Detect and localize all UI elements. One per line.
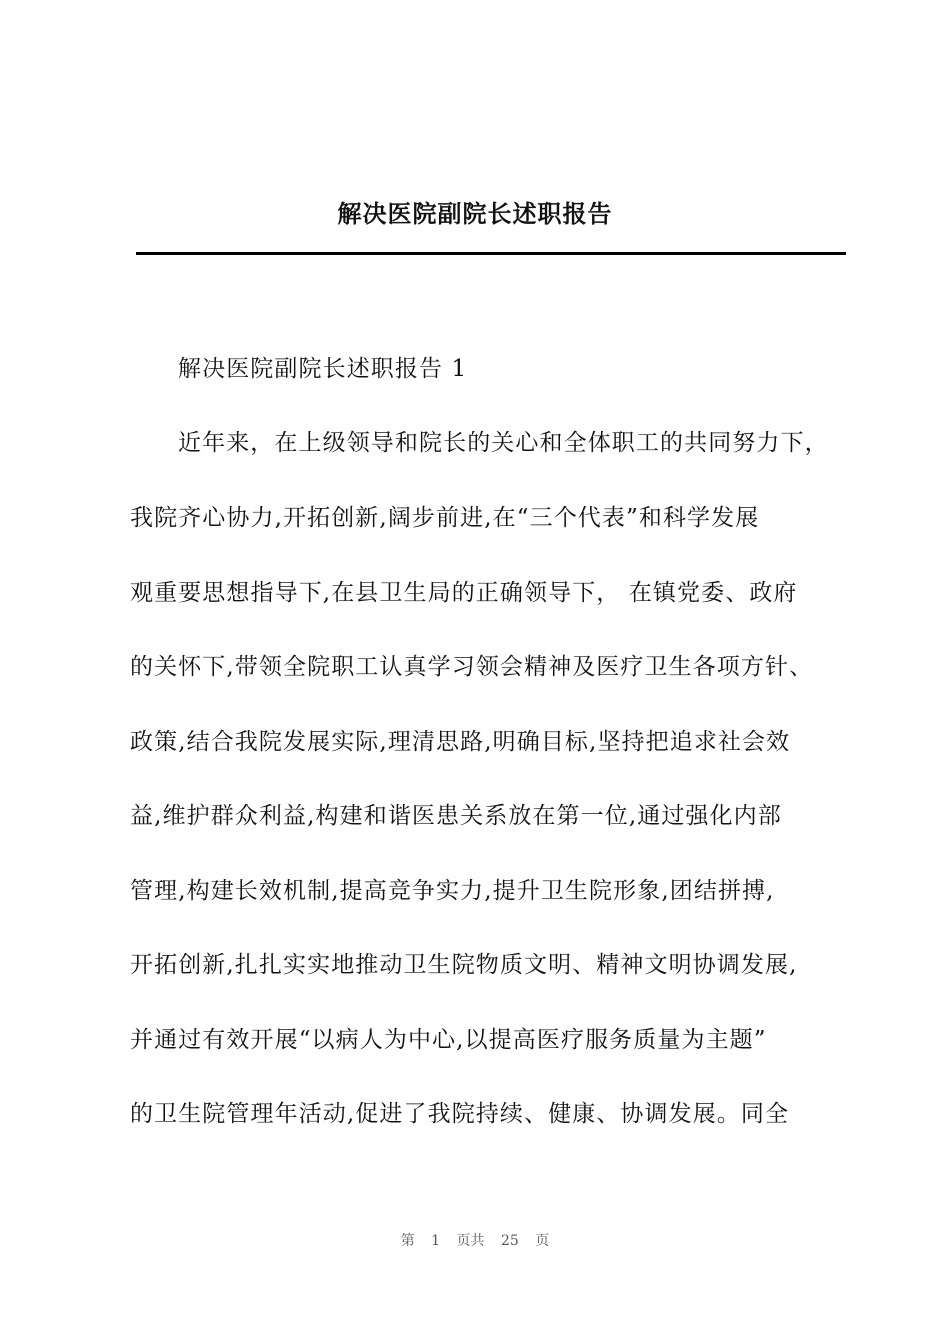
body-line: 观重要思想指导下,在县卫生局的正确领导下， 在镇党委、政府 [130, 580, 798, 606]
section-heading: 解决医院副院长述职报告 1 [178, 356, 468, 382]
footer-page-number: 1 [431, 1233, 441, 1249]
footer-suffix: 页 [535, 1233, 550, 1249]
footer-middle: 页共 [456, 1233, 485, 1249]
body-line: 益,维护群众利益,构建和谐医患关系放在第一位,通过强化内部 [130, 803, 782, 829]
footer-prefix: 第 [400, 1233, 415, 1249]
footer-total-pages: 25 [501, 1233, 519, 1249]
body-line: 的关怀下,带领全院职工认真学习领会精神及医疗卫生各项方针、 [130, 654, 814, 680]
page-footer [0, 1230, 950, 1250]
body-line: 我院齐心协力,开拓创新,阔步前进,在“三个代表”和科学发展 [130, 505, 760, 531]
body-line: 并通过有效开展“以病人为中心,以提高医疗服务质量为主题” [130, 1027, 767, 1053]
body-line: 近年来，在上级领导和院长的关心和全体职工的共同努力下， [178, 430, 829, 456]
document-title: 解决医院副院长述职报告 [337, 199, 613, 228]
body-line: 管理,构建长效机制,提高竞争实力,提升卫生院形象,团结拼搏, [130, 878, 775, 904]
title-divider [136, 252, 846, 255]
body-line: 开拓创新,扎扎实实地推动卫生院物质文明、精神文明协调发展, [130, 952, 798, 978]
body-line: 的卫生院管理年活动,促进了我院持续、健康、协调发展。同全 [130, 1101, 790, 1127]
body-line: 政策,结合我院发展实际,理清思路,明确目标,坚持把追求社会效 [130, 729, 791, 755]
